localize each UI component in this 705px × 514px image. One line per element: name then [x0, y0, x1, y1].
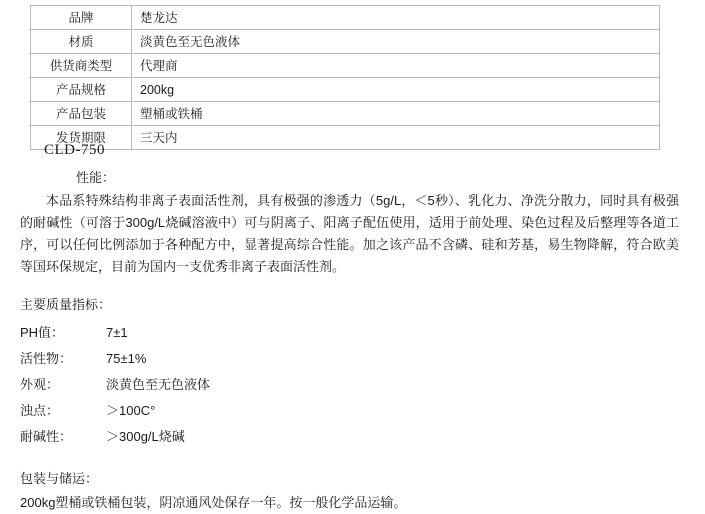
product-code: CLD-750: [44, 142, 105, 158]
packaging-text: 200kg塑桶或铁桶包装，阴凉通风处保存一年。按一般化学品运输。: [20, 495, 407, 510]
attribute-value: 三天内: [132, 126, 660, 150]
attribute-key: 品牌: [31, 6, 132, 30]
list-item: [20, 372, 685, 398]
indicator-value: 7±1: [106, 325, 128, 340]
indicator-name: 浊点：: [20, 403, 60, 418]
attribute-key: 材质: [31, 30, 132, 54]
indicator-value: ＞100C°: [106, 403, 156, 418]
performance-label: 性能：: [76, 170, 116, 185]
indicator-value: 淡黄色至无色液体: [106, 377, 211, 392]
attribute-value: 塑桶或铁桶: [132, 102, 660, 126]
table-body: [31, 6, 660, 150]
table-row: [31, 102, 660, 126]
attribute-key: 发货期限: [31, 126, 132, 150]
list-item: [20, 424, 685, 450]
attribute-key: 供货商类型: [31, 54, 132, 78]
list-item: [20, 346, 685, 372]
indicator-name: 活性物：: [20, 351, 73, 366]
indicator-value: 75±1%: [106, 351, 147, 366]
attribute-value: 200kg: [132, 78, 660, 102]
attribute-value: 代理商: [132, 54, 660, 78]
packaging-section: [20, 468, 685, 514]
product-description: [20, 140, 685, 514]
table-row: [31, 78, 660, 102]
table-row: [31, 54, 660, 78]
table-row: [31, 6, 660, 30]
list-item: [20, 320, 685, 346]
table-row: [31, 30, 660, 54]
indicator-name: 耐碱性：: [20, 429, 73, 444]
attribute-key: 产品包装: [31, 102, 132, 126]
packaging-heading: 包装与储运：: [20, 471, 99, 486]
spacer: [20, 278, 685, 294]
product-attributes-table: [30, 5, 660, 150]
list-item: [20, 398, 685, 424]
indicator-name: PH值：: [20, 325, 65, 340]
performance-paragraph: 本品系特殊结构非离子表面活性剂，具有极强的渗透力（5g/L，＜5秒）、乳化力、净洗分散力，同时具有极强的耐碱性（可溶于300g/L烧碱溶液中）可与阴离子、阳离子配伍使用，适用于前处理、染色过程及后整理等各道工序，可以任何比例添加于各种配方中，显著提高综合性能。加之该产品不含磷、硅和芳基，易生物降解，符合欧美等国环保规定，目前为国内一支优秀非离子表面活性剂。: [20, 193, 679, 274]
indicator-name: 外观：: [20, 377, 60, 392]
quality-indicator-list: [20, 320, 685, 450]
attribute-value: 楚龙达: [132, 6, 660, 30]
attribute-key: 产品规格: [31, 78, 132, 102]
quality-heading: 主要质量指标：: [20, 297, 112, 312]
attribute-value: 淡黄色至无色液体: [132, 30, 660, 54]
indicator-value: ＞300g/L烧碱: [106, 429, 185, 444]
